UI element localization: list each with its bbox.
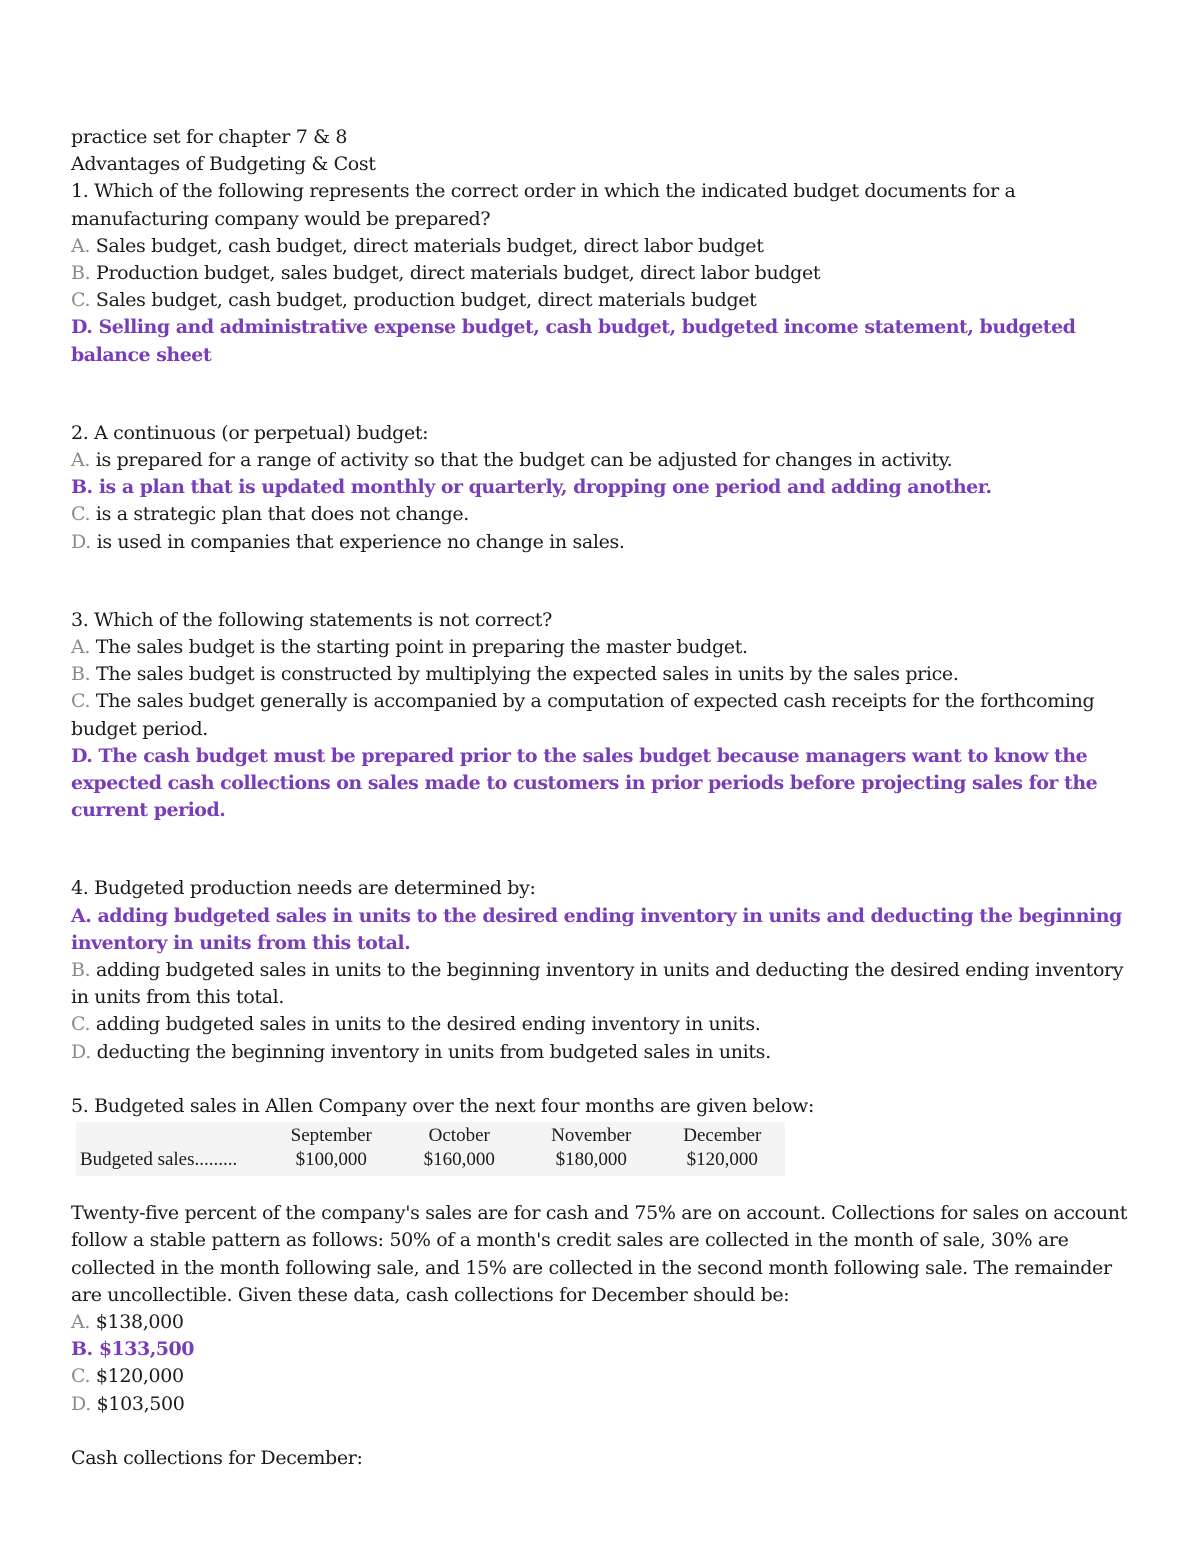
option-letter: B.	[71, 476, 93, 499]
option-d-correct-answer	[71, 743, 1133, 825]
option-b	[71, 661, 1133, 688]
option-c	[71, 287, 1133, 314]
spacer	[71, 1176, 1133, 1200]
option-text: Selling and administrative expense budget, cash budget, budgeted income statement, budgeted balance sheet	[71, 316, 1076, 366]
followup-text: Cash collections for December:	[71, 1446, 363, 1469]
document-title: practice set for chapter 7 & 8	[71, 126, 348, 148]
question-5	[71, 1093, 1133, 1472]
option-letter: A.	[71, 636, 91, 659]
table-cell: $100,000	[295, 1149, 367, 1171]
option-text: $133,500	[98, 1338, 194, 1361]
option-a-correct-answer	[71, 903, 1133, 957]
table-column-header: October	[428, 1125, 490, 1147]
question-1	[71, 178, 1133, 368]
option-letter: C.	[71, 1365, 91, 1388]
option-text: is used in companies that experience no change in sales.	[96, 530, 625, 553]
option-letter: A.	[71, 449, 91, 472]
option-d	[71, 1391, 1133, 1418]
table-row	[76, 1148, 785, 1176]
option-c	[71, 501, 1133, 528]
option-text: The cash budget must be prepared prior to the sales budget because managers want to know the expected cash collections on sales made to customers in prior periods before projecting sales for the current period.	[71, 744, 1098, 822]
option-letter: C.	[71, 503, 91, 526]
option-letter: D.	[71, 1040, 91, 1063]
option-letter: B.	[71, 663, 91, 686]
option-text: Sales budget, cash budget, direct materials budget, direct labor budget	[95, 234, 764, 257]
option-letter: C.	[71, 690, 91, 713]
question-stem: 1. Which of the following represents the correct order in which the indicated budget documents for a manufacturing company would be prepared?	[71, 180, 1016, 230]
option-b	[71, 260, 1133, 287]
option-text: is prepared for a range of activity so that the budget can be adjusted for changes in activity.	[95, 449, 953, 472]
option-text: $138,000	[95, 1310, 184, 1333]
option-d	[71, 529, 1133, 556]
option-text: $103,500	[96, 1392, 185, 1415]
option-letter: D.	[71, 744, 93, 767]
question-2	[71, 420, 1133, 556]
option-text: Sales budget, cash budget, production budget, direct materials budget	[95, 289, 757, 312]
option-text: is a strategic plan that does not change.	[95, 503, 469, 526]
table-cell: $160,000	[423, 1149, 495, 1171]
spacer	[71, 556, 1133, 607]
table-column-header: September	[290, 1125, 372, 1147]
option-text: adding budgeted sales in units to the desired ending inventory in units and deducting the beginning inventory in units from this total.	[71, 904, 1122, 954]
table-column-header: December	[683, 1125, 762, 1147]
option-letter: A.	[71, 234, 91, 257]
option-text: The sales budget generally is accompanied by a computation of expected cash receipts for the forthcoming budget period.	[71, 690, 1095, 740]
option-text: The sales budget is the starting point in preparing the master budget.	[95, 636, 748, 659]
option-letter: A.	[71, 1310, 91, 1333]
spacer	[71, 824, 1133, 875]
table-header-row	[76, 1122, 785, 1148]
option-b-correct-answer	[71, 1336, 1133, 1363]
document-page	[71, 124, 1133, 1472]
option-letter: B.	[71, 1338, 93, 1361]
option-text: The sales budget is constructed by multiplying the expected sales in units by the sales price.	[96, 663, 959, 686]
option-letter: B.	[71, 959, 91, 982]
table-row-label: Budgeted sales.........	[80, 1149, 238, 1171]
question-stem: 3. Which of the following statements is not correct?	[71, 608, 552, 631]
option-a	[71, 447, 1133, 474]
option-a	[71, 1309, 1133, 1336]
table-cell: $180,000	[555, 1149, 627, 1171]
option-c	[71, 1011, 1133, 1038]
spacer	[71, 1418, 1133, 1445]
option-letter: D.	[71, 1392, 91, 1415]
question-stem: 2. A continuous (or perpetual) budget:	[71, 421, 429, 444]
option-c	[71, 1363, 1133, 1390]
option-text: Production budget, sales budget, direct materials budget, direct labor budget	[96, 262, 821, 285]
option-c	[71, 688, 1133, 742]
option-text: adding budgeted sales in units to the desired ending inventory in units.	[95, 1013, 761, 1036]
option-letter: C.	[71, 1013, 91, 1036]
question-stem: 5. Budgeted sales in Allen Company over the next four months are given below:	[71, 1094, 815, 1117]
question-3	[71, 607, 1133, 825]
option-letter: D.	[71, 530, 91, 553]
option-b-correct-answer	[71, 474, 1133, 501]
option-a	[71, 233, 1133, 260]
option-letter: A.	[71, 904, 92, 927]
option-d-correct-answer	[71, 314, 1133, 368]
question-body: Twenty-five percent of the company's sales are for cash and 75% are on account. Collections for sales on account follow a stable pattern as follows: 50% of a month's credit sales are collected in the month of sale, 30% are collected in the month following sale, and 15% are collected in the second month following sale. The remainder are uncollectible. Given these data, cash collections for December should be:	[71, 1202, 1127, 1306]
option-text: $120,000	[95, 1365, 184, 1388]
table-corner-cell	[76, 1122, 267, 1148]
table-column-header: November	[551, 1125, 632, 1147]
budgeted-sales-table	[76, 1122, 785, 1176]
question-stem: 4. Budgeted production needs are determined by:	[71, 877, 536, 900]
option-letter: D.	[71, 316, 93, 339]
document-subtitle: Advantages of Budgeting & Cost	[71, 153, 376, 176]
table-cell: $120,000	[686, 1149, 758, 1171]
option-d	[71, 1039, 1133, 1066]
question-4	[71, 875, 1133, 1065]
spacer	[71, 1066, 1133, 1093]
option-text: is a plan that is updated monthly or quarterly, dropping one period and adding another.	[98, 476, 992, 499]
option-b	[71, 957, 1133, 1011]
option-letter: B.	[71, 262, 91, 285]
spacer	[71, 369, 1133, 420]
option-letter: C.	[71, 289, 91, 312]
option-text: adding budgeted sales in units to the beginning inventory in units and deducting the desired ending inventory in units from this total.	[71, 959, 1124, 1009]
option-text: deducting the beginning inventory in units from budgeted sales in units.	[96, 1040, 771, 1063]
option-a	[71, 634, 1133, 661]
